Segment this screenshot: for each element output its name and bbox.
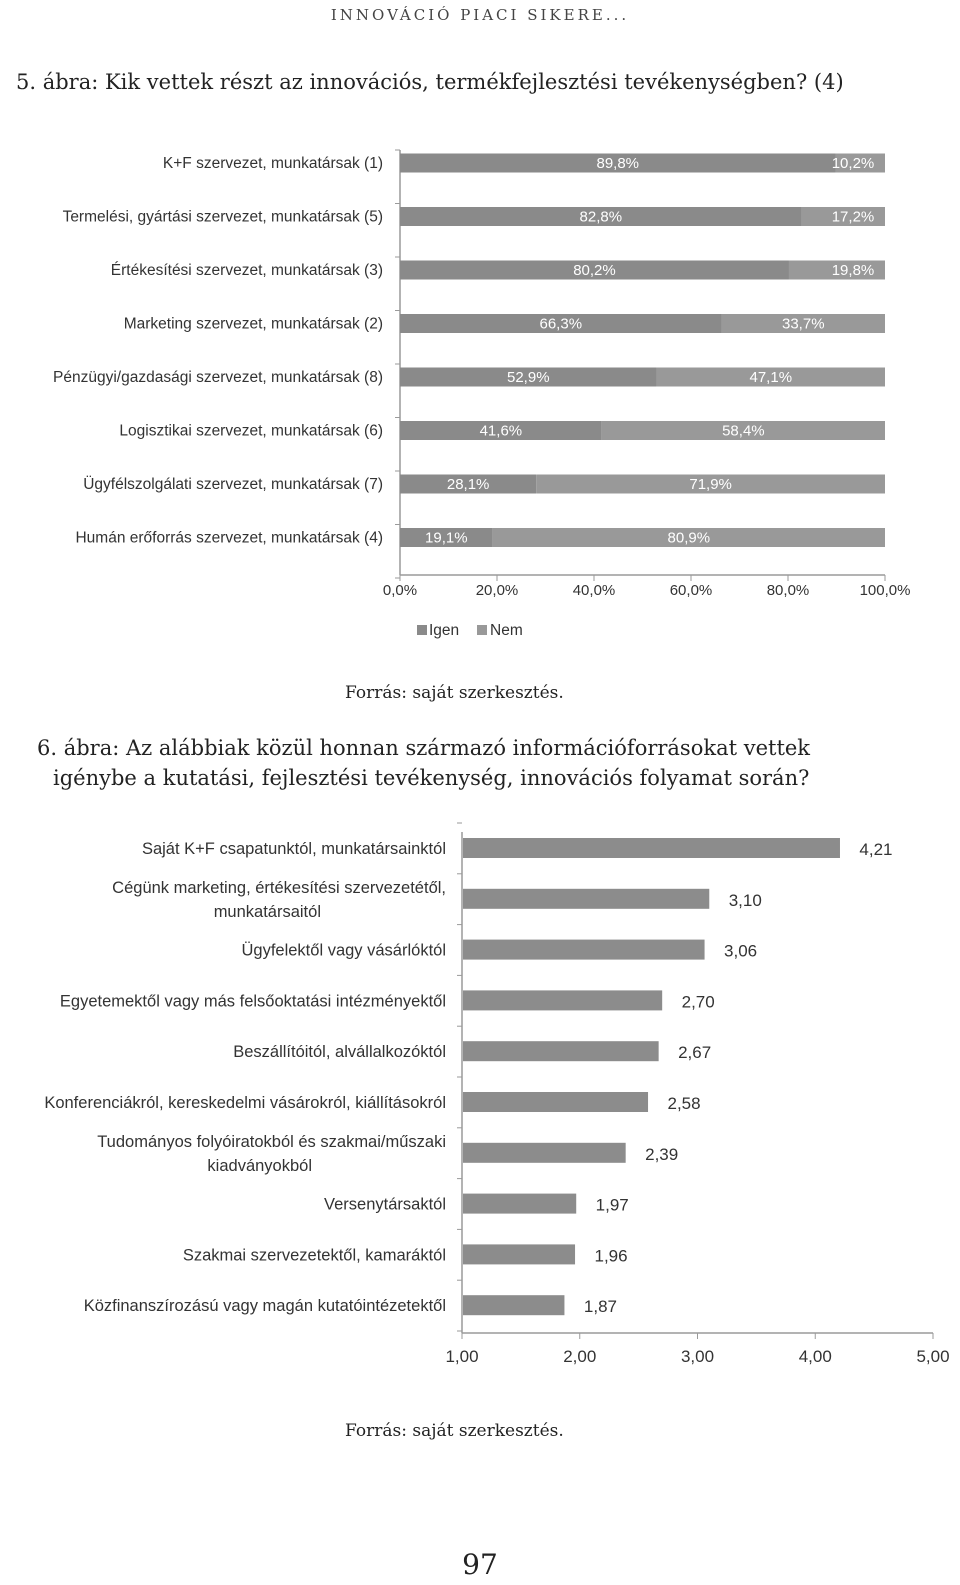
x-tick-label: 20,0% [475,582,519,599]
data-label-igen: 52,9% [507,369,550,386]
x-tick-label: 4,00 [798,1347,832,1366]
running-header: INNOVÁCIÓ PIACI SIKERE... [330,6,630,24]
data-label: 2,58 [667,1094,701,1113]
data-label: 3,10 [728,890,762,910]
data-label-nem: 47,1% [749,369,793,386]
x-tick-label: 40,0% [572,582,616,599]
category-label: Ügyfélszolgálati szervezet, munkatársak (7) [83,476,383,493]
category-label: Humán erőforrás szervezet, munkatársak (4) [75,529,383,547]
data-label-nem: 58,4% [722,422,765,440]
category-label: Cégünk marketing, értékesítési szervezetétől, [112,878,446,897]
category-label: Saját K+F csapatunktól, munkatársainktól [141,840,446,858]
legend-label-nem: Nem [490,622,523,639]
bar [463,838,840,858]
category-label: Ügyfelektől vagy vásárlóktól [241,941,446,960]
bar [463,1194,576,1214]
category-label: Logisztikai szervezet, munkatársak (6) [119,422,383,440]
x-tick-label: 1,00 [445,1347,479,1366]
x-tick-label: 60,0% [669,582,713,599]
data-label-nem: 71,9% [689,476,732,493]
category-label: K+F szervezet, munkatársak (1) [162,155,383,172]
category-label: Versenytársaktól [324,1195,446,1214]
figure6-title-line1: 6. ábra: Az alábbiak közül honnan származó információforrásokat vettek [37,736,811,760]
data-label: 1,97 [595,1195,629,1215]
category-label: Tudományos folyóiratokból és szakmai/műszaki [97,1132,446,1151]
category-label: Pénzügyi/gazdasági szervezet, munkatársak (8) [53,369,383,386]
data-label: 4,21 [859,840,893,859]
data-label: 3,06 [724,941,758,961]
category-label: Termelési, gyártási szervezet, munkatársak (5) [62,208,383,226]
bar [463,1295,564,1315]
category-label: Egyetemektől vagy más felsőoktatási intézményektől [59,992,446,1011]
data-label: 1,96 [594,1246,628,1266]
data-label-igen: 28,1% [446,476,490,493]
figure6-title-line2: igénybe a kutatási, fejlesztési tevékenység, innovációs folyamat során? [53,766,810,790]
data-label-nem: 19,8% [831,262,875,279]
category-label: Értékesítési szervezet, munkatársak (3) [110,262,383,279]
x-tick-label: 3,00 [680,1347,715,1366]
data-label-igen: 19,1% [425,529,468,547]
data-label-igen: 82,8% [579,208,623,226]
category-label: Közfinanszírozású vagy magán kutatóintézetektől [83,1297,446,1316]
category-label-line2: munkatársaitól [213,902,321,921]
x-tick-label: 100,0% [859,582,911,599]
bar [463,889,709,909]
category-label: Szakmai szervezetektől, kamaráktól [182,1246,446,1265]
bar [463,1041,659,1061]
data-label-igen: 41,6% [479,422,523,440]
data-label-igen: 66,3% [539,315,583,333]
data-label-igen: 80,2% [573,262,616,279]
bar [463,990,662,1010]
x-tick-label: 5,00 [916,1347,950,1366]
figure6-source: Forrás: saját szerkesztés. [345,1421,564,1441]
data-label: 2,39 [645,1144,679,1164]
bar [463,940,705,960]
legend-label-igen: Igen [429,622,460,639]
x-tick-label: 80,0% [766,582,810,599]
category-label: Marketing szervezet, munkatársak (2) [123,315,383,333]
x-tick-label: 2,00 [563,1347,597,1366]
data-label-nem: 33,7% [782,315,825,333]
data-label-nem: 17,2% [831,208,875,226]
data-label-nem: 80,9% [667,529,711,547]
page-number: 97 [462,1548,498,1581]
category-label: Beszállítóitól, alvállalkozóktól [233,1043,446,1062]
bar [463,1244,575,1264]
category-label-line2: kiadványokból [207,1156,312,1175]
data-label-igen: 89,8% [596,155,640,172]
figure5-title: 5. ábra: Kik vettek részt az innovációs, termékfejlesztési tevékenységben? (4) [16,70,844,94]
bar [463,1143,626,1163]
x-tick-label: 0,0% [382,582,418,599]
figure5-source: Forrás: saját szerkesztés. [345,683,564,703]
category-label: Konferenciákról, kereskedelmi vásárokról, kiállításokról [44,1094,446,1112]
bar [463,1092,648,1112]
data-label-nem: 10,2% [831,155,875,172]
data-label: 2,67 [678,1043,712,1063]
data-label: 1,87 [583,1297,617,1317]
data-label: 2,70 [681,992,715,1012]
